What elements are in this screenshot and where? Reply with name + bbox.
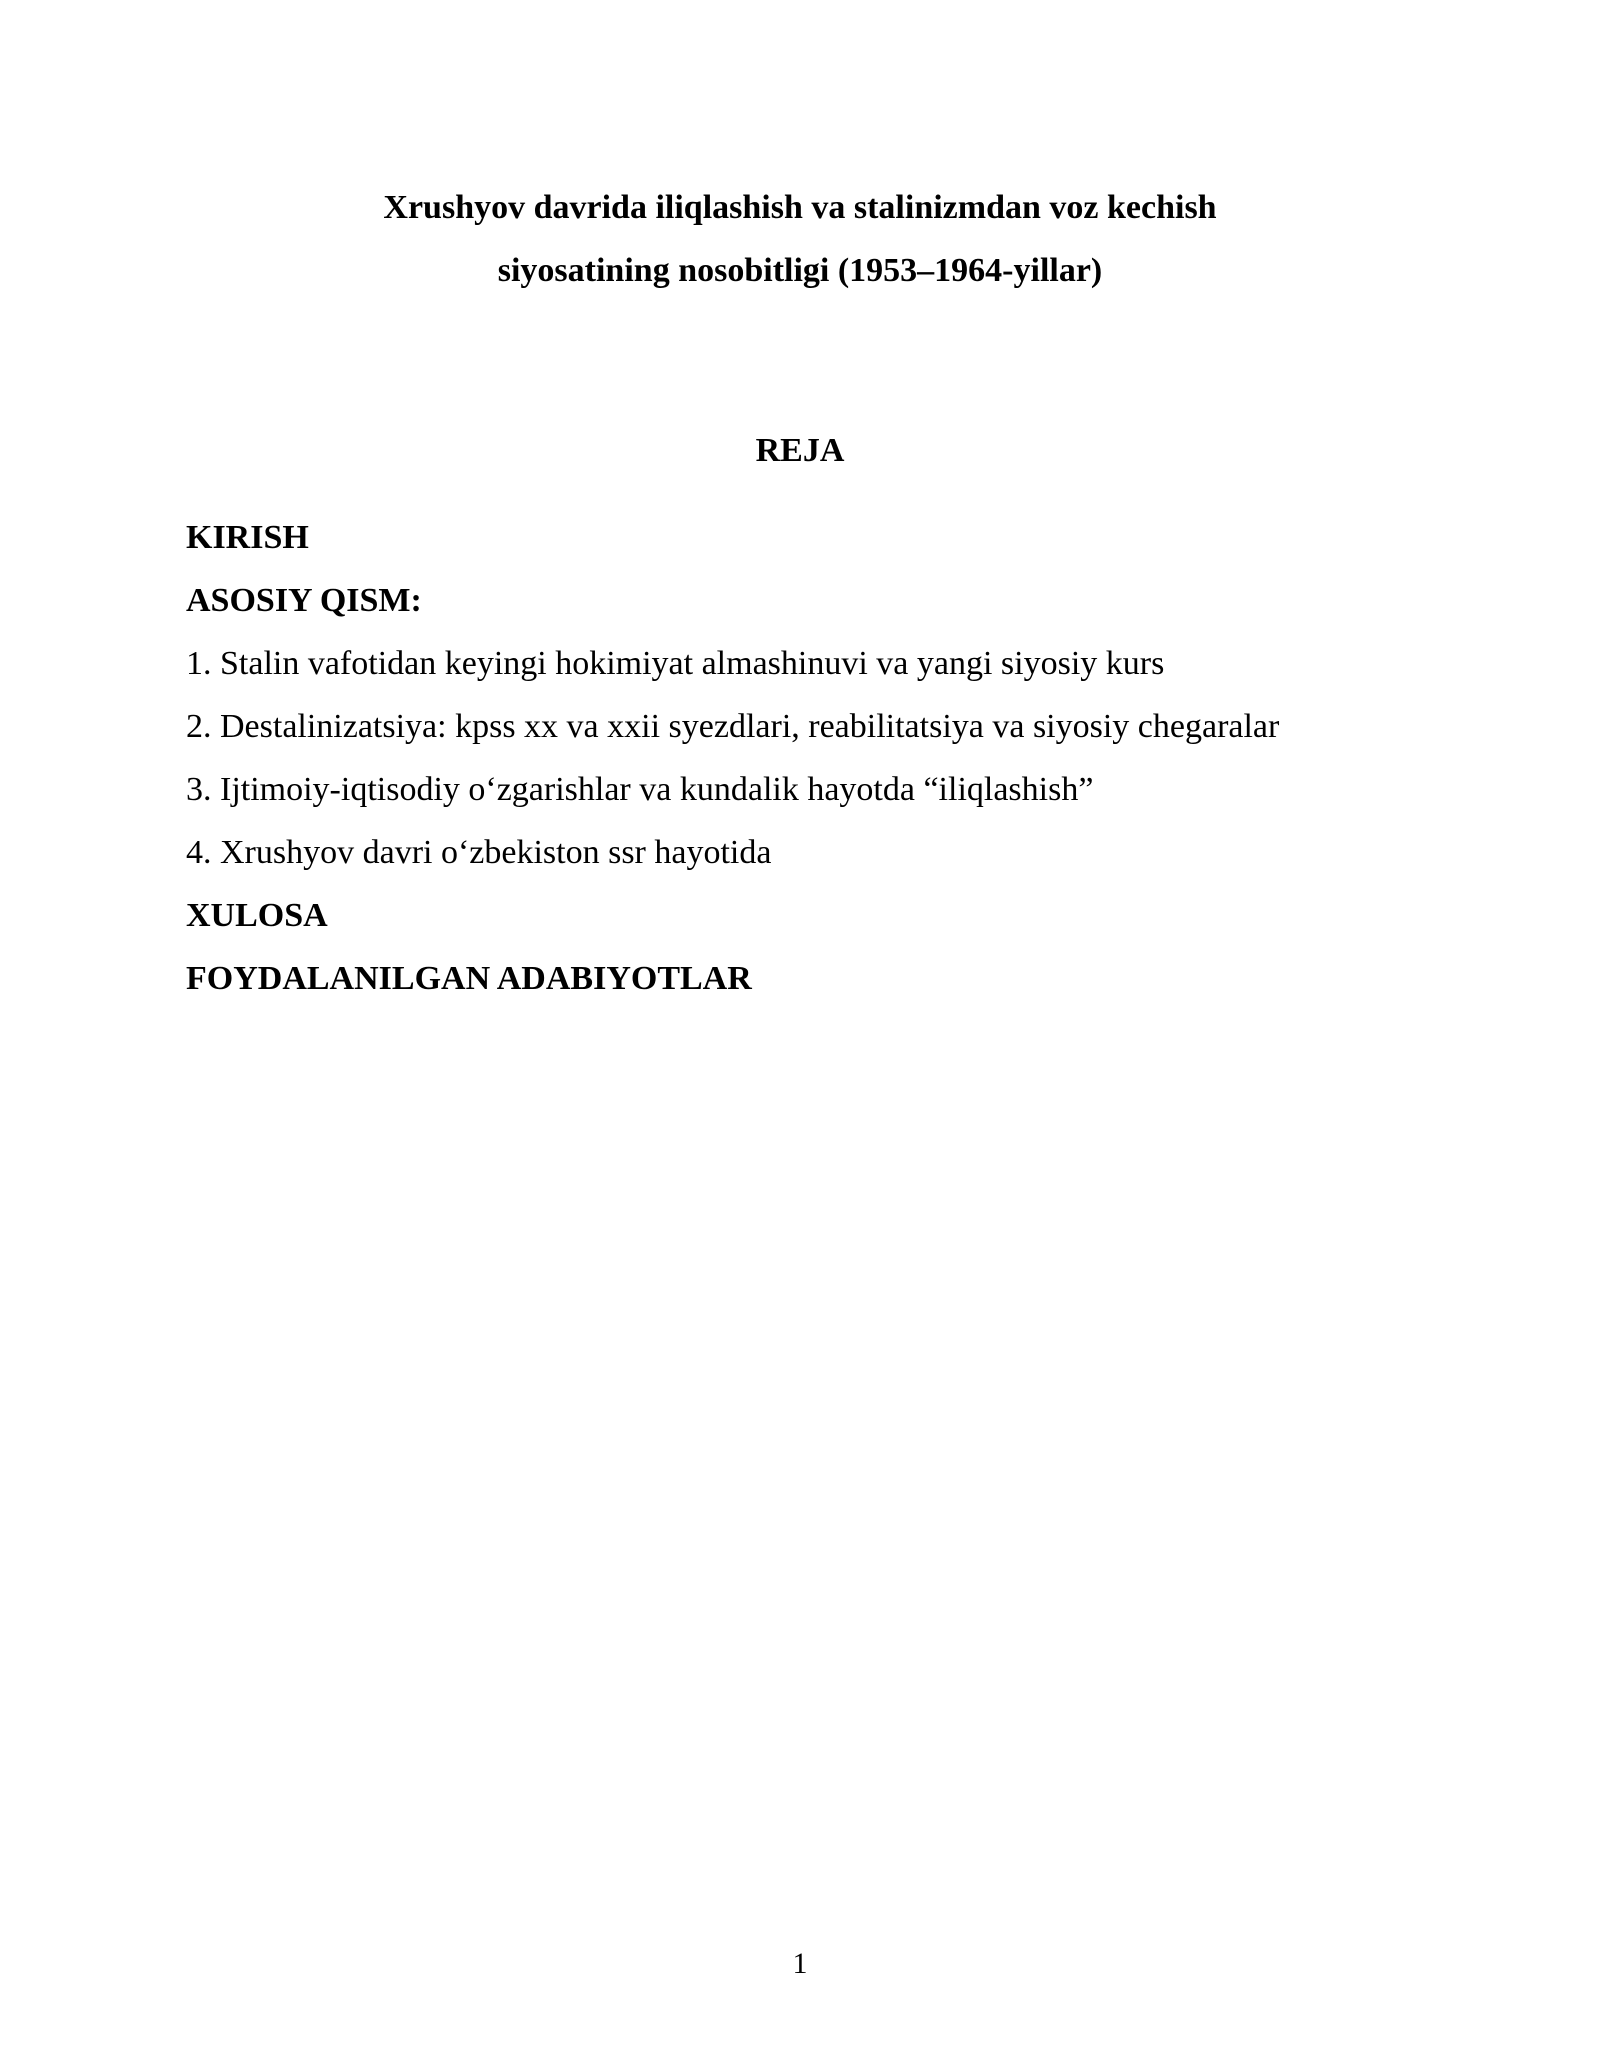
plan-heading: REJA xyxy=(755,432,845,469)
document-title-line-2: siyosatining nosobitligi (1953–1964-yillar) xyxy=(497,252,1103,289)
toc-item-4: 4. Xrushyov davri o‘zbekiston ssr hayotida xyxy=(186,834,772,871)
document-title-line-1: Xrushyov davrida iliqlashish va stalinizmdan voz kechish xyxy=(383,189,1217,226)
toc-item-references: FOYDALANILGAN ADABIYOTLAR xyxy=(186,960,752,997)
toc-item-conclusion: XULOSA xyxy=(186,897,328,934)
toc-item-main-part: ASOSIY QISM: xyxy=(186,582,422,619)
toc-item-introduction: KIRISH xyxy=(186,519,309,556)
toc-item-3: 3. Ijtimoiy-iqtisodiy o‘zgarishlar va kundalik hayotda “iliqlashish” xyxy=(186,771,1094,808)
toc-item-1: 1. Stalin vafotidan keyingi hokimiyat almashinuvi va yangi siyosiy kurs xyxy=(186,645,1165,682)
table-of-contents xyxy=(186,518,1446,1022)
toc-item-2: 2. Destalinizatsiya: kpss xx va xxii syezdlari, reabilitatsiya va siyosiy chegaralar xyxy=(186,708,1280,745)
page-number: 1 xyxy=(792,1947,808,1980)
